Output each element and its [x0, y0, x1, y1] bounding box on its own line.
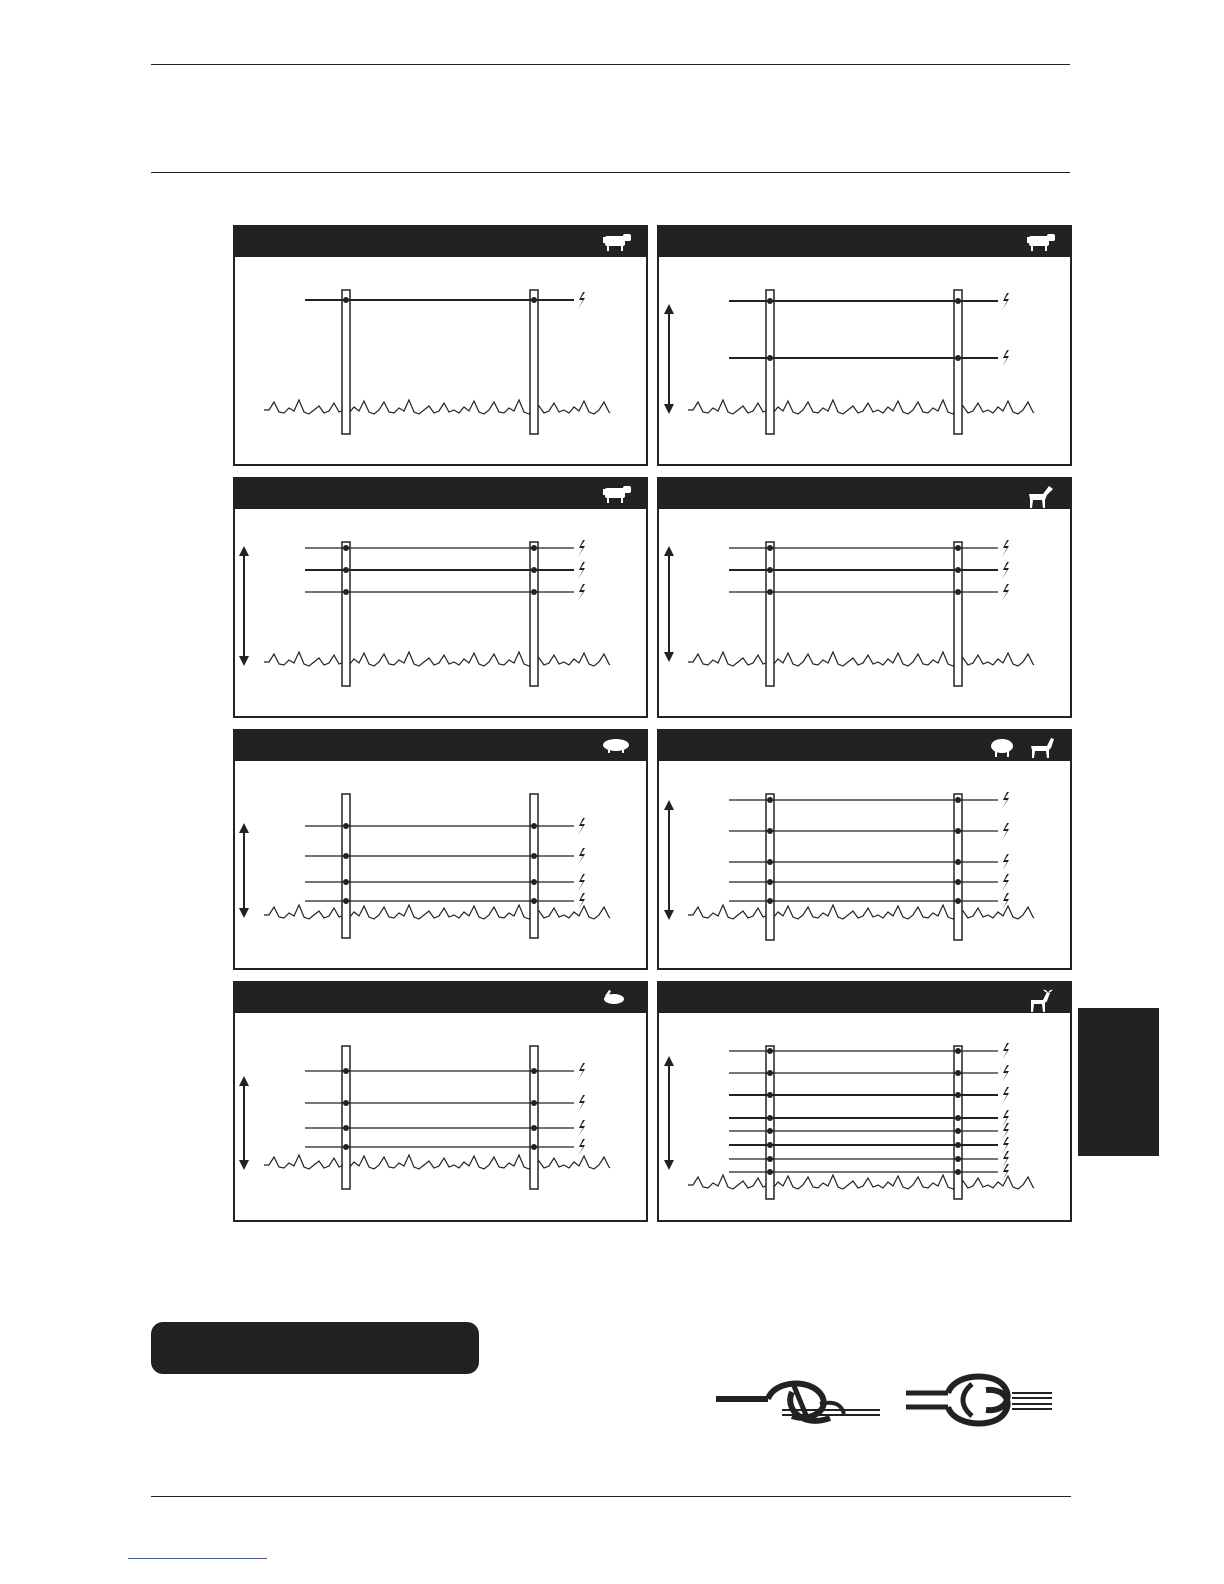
insulator — [955, 879, 961, 885]
panel-6 — [658, 730, 1071, 969]
footer-link-underline[interactable] — [128, 1558, 267, 1559]
insulator — [767, 298, 773, 304]
insulator — [767, 567, 773, 573]
panel-4 — [658, 478, 1071, 717]
insulator — [343, 1068, 349, 1074]
insulator — [343, 545, 349, 551]
fence-post — [766, 290, 774, 434]
panel-header-bar — [234, 982, 647, 1013]
fence-post — [530, 1046, 538, 1189]
insulator — [955, 859, 961, 865]
panel-frame — [234, 982, 647, 1221]
insulator — [767, 545, 773, 551]
panel-5 — [234, 730, 647, 969]
insulator — [955, 298, 961, 304]
insulator — [955, 355, 961, 361]
insulator — [955, 1092, 961, 1098]
fence-post — [342, 290, 350, 434]
insulator — [955, 1070, 961, 1076]
insulator — [767, 879, 773, 885]
insulator — [531, 589, 537, 595]
insulator — [767, 589, 773, 595]
panel-8 — [658, 982, 1071, 1221]
insulator — [343, 297, 349, 303]
insulator — [955, 898, 961, 904]
insulator — [955, 567, 961, 573]
insulator — [955, 1169, 961, 1175]
panel-1 — [234, 226, 647, 465]
double-knot-icon — [906, 1377, 1052, 1424]
insulator — [767, 1070, 773, 1076]
insulator — [955, 1142, 961, 1148]
panel-frame — [234, 226, 647, 465]
insulator — [343, 823, 349, 829]
insulator — [955, 1048, 961, 1054]
reef-knot-icon — [716, 1384, 880, 1421]
insulator — [767, 1169, 773, 1175]
fence-post — [954, 542, 962, 686]
panel-frame — [658, 730, 1071, 969]
insulator — [955, 1156, 961, 1162]
insulator — [767, 1115, 773, 1121]
knots-illustration — [712, 1370, 1062, 1450]
insulator — [343, 898, 349, 904]
fence-post — [342, 1046, 350, 1189]
panel-frame — [658, 226, 1071, 465]
insulator — [767, 1048, 773, 1054]
panel-3 — [234, 478, 647, 717]
fence-post — [766, 1046, 774, 1199]
panel-header-bar — [658, 226, 1071, 257]
fence-post — [766, 542, 774, 686]
panel-header-bar — [234, 730, 647, 761]
insulator — [955, 1115, 961, 1121]
panel-7 — [234, 982, 647, 1221]
insulator — [767, 797, 773, 803]
insulator — [767, 898, 773, 904]
insulator — [531, 823, 537, 829]
fence-post — [954, 794, 962, 940]
panel-2 — [658, 226, 1071, 465]
panel-frame — [658, 982, 1071, 1221]
panel-header-bar — [658, 478, 1071, 509]
panel-frame — [234, 730, 647, 969]
insulator — [531, 545, 537, 551]
insulator — [343, 1100, 349, 1106]
insulator — [343, 1125, 349, 1131]
panel-header-bar — [234, 478, 647, 509]
insulator — [531, 853, 537, 859]
insulator — [955, 589, 961, 595]
insulator — [767, 1128, 773, 1134]
insulator — [343, 853, 349, 859]
fence-post — [530, 542, 538, 686]
fence-post — [954, 290, 962, 434]
insulator — [343, 1144, 349, 1150]
fence-post — [954, 1046, 962, 1199]
insulator — [531, 567, 537, 573]
insulator — [767, 355, 773, 361]
insulator — [531, 1125, 537, 1131]
insulator — [767, 828, 773, 834]
panel-frame — [658, 478, 1071, 717]
fence-post — [530, 290, 538, 434]
fence-post — [530, 794, 538, 938]
insulator — [343, 567, 349, 573]
insulator — [531, 879, 537, 885]
insulator — [531, 1068, 537, 1074]
insulator — [955, 1128, 961, 1134]
insulator — [343, 589, 349, 595]
insulator — [531, 297, 537, 303]
panel-header-bar — [234, 226, 647, 257]
insulator — [767, 1092, 773, 1098]
section-heading-bar — [151, 1322, 479, 1374]
insulator — [955, 828, 961, 834]
insulator — [767, 1156, 773, 1162]
panel-header-bar — [658, 982, 1071, 1013]
insulator — [767, 859, 773, 865]
insulator — [767, 1142, 773, 1148]
section-tab[interactable] — [1078, 1008, 1159, 1156]
insulator — [531, 898, 537, 904]
panel-frame — [234, 478, 647, 717]
insulator — [955, 545, 961, 551]
fence-post — [342, 794, 350, 938]
insulator — [531, 1100, 537, 1106]
fence-post — [342, 542, 350, 686]
insulator — [531, 1144, 537, 1150]
fence-post — [766, 794, 774, 940]
insulator — [343, 879, 349, 885]
insulator — [955, 797, 961, 803]
footer-rule — [151, 1496, 1071, 1497]
